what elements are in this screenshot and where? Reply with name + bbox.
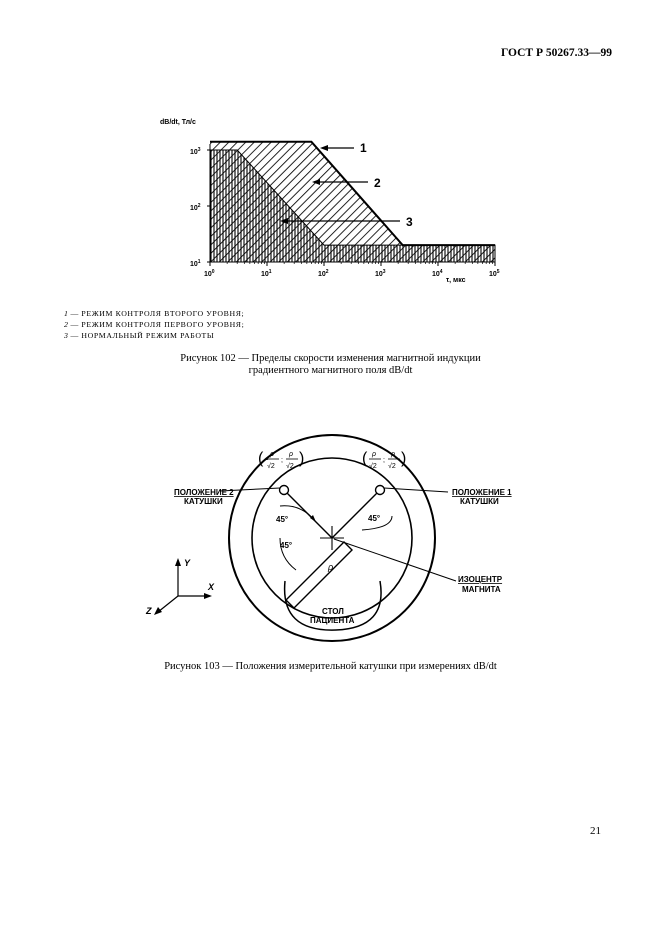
svg-text:;: ; [383, 457, 385, 464]
patient-table [286, 542, 352, 608]
axis-z-arrow [158, 596, 178, 612]
svg-text:√2: √2 [388, 463, 396, 470]
coil-position-1 [376, 486, 385, 495]
x-tick-label: $10^1$ [261, 269, 272, 278]
svg-text:): ) [299, 450, 305, 467]
callout-1-arrow [320, 145, 328, 151]
legend-item-3: 3 — НОРМАЛЬНЫЙ РЕЖИМ РАБОТЫ [64, 331, 215, 340]
label-iso-line2: МАГНИТА [462, 585, 501, 594]
rho-label: ρ [328, 562, 334, 572]
axis-z-label: Z [146, 606, 152, 616]
coord-left [258, 450, 304, 470]
svg-text:√2: √2 [267, 463, 275, 470]
svg-text:;: ; [281, 457, 283, 464]
chart-ylabel: dB/dt, Тл/с [160, 119, 196, 126]
axis-y-label: Y [184, 558, 191, 568]
label-table-line2: ПАЦИЕНТА [310, 616, 355, 625]
x-tick-label: $10^4$ [432, 269, 443, 278]
svg-text:(: ( [362, 450, 368, 467]
figure-102-chart [150, 110, 520, 295]
x-tick-label: $10^2$ [318, 269, 329, 278]
angle-b-label: 45° [368, 514, 381, 523]
callout-2-label: 2 [374, 176, 381, 190]
legend-item-1: 1 — РЕЖИМ КОНТРОЛЯ ВТОРОГО УРОВНЯ; [64, 309, 245, 318]
label-pos2-line1: ПОЛОЖЕНИЕ 2 [174, 488, 234, 497]
x-tick-label: $10^5$ [489, 269, 500, 278]
callout-1-label: 1 [360, 141, 367, 155]
svg-text:√2: √2 [286, 463, 294, 470]
svg-text:ρ: ρ [270, 451, 275, 458]
page-number: 21 [590, 825, 601, 837]
svg-text:(: ( [258, 450, 264, 467]
leader-pos1 [384, 488, 448, 492]
label-iso-line1: ИЗОЦЕНТР [458, 575, 503, 584]
y-tick-label: $10^1$ [190, 259, 201, 268]
angle-c-label: 45° [280, 541, 293, 550]
standard-header: ГОСТ Р 50267.33—99 [501, 47, 612, 59]
svg-text:): ) [401, 450, 407, 467]
label-pos1-line2: КАТУШКИ [460, 497, 499, 506]
angle-a-label: 45° [276, 515, 289, 524]
svg-text:−: − [264, 457, 269, 464]
figure-102-caption-line1: Рисунок 102 — Пределы скорости изменения магнитной индукции [180, 353, 481, 364]
legend-item-2: 2 — РЕЖИМ КОНТРОЛЯ ПЕРВОГО УРОВНЯ; [64, 320, 245, 329]
figure-103-diagram [130, 418, 550, 650]
coil-position-2 [280, 486, 289, 495]
x-tick-label: $10^0$ [204, 269, 215, 278]
x-tick-label: $10^3$ [375, 269, 386, 278]
svg-text:ρ: ρ [289, 451, 294, 458]
y-tick-label: $10^3$ [190, 147, 201, 156]
svg-text:ρ: ρ [372, 451, 377, 458]
figure-102-caption-line2: градиентного магнитного поля dB/dt [248, 365, 413, 376]
leader-iso [334, 539, 456, 581]
axis-x-label: X [208, 582, 215, 592]
y-tick-label: $10^2$ [190, 203, 201, 212]
chart-xlabel: τ, мкс [446, 277, 466, 284]
svg-text:ρ: ρ [391, 451, 396, 458]
label-table-line1: СТОЛ [322, 607, 344, 616]
svg-text:√2: √2 [369, 463, 377, 470]
figure-103-caption: Рисунок 103 — Положения измерительной катушки при измерениях dB/dt [164, 661, 497, 672]
label-pos1-line1: ПОЛОЖЕНИЕ 1 [452, 488, 512, 497]
callout-3-label: 3 [406, 215, 413, 229]
label-pos2-line2: КАТУШКИ [184, 497, 223, 506]
